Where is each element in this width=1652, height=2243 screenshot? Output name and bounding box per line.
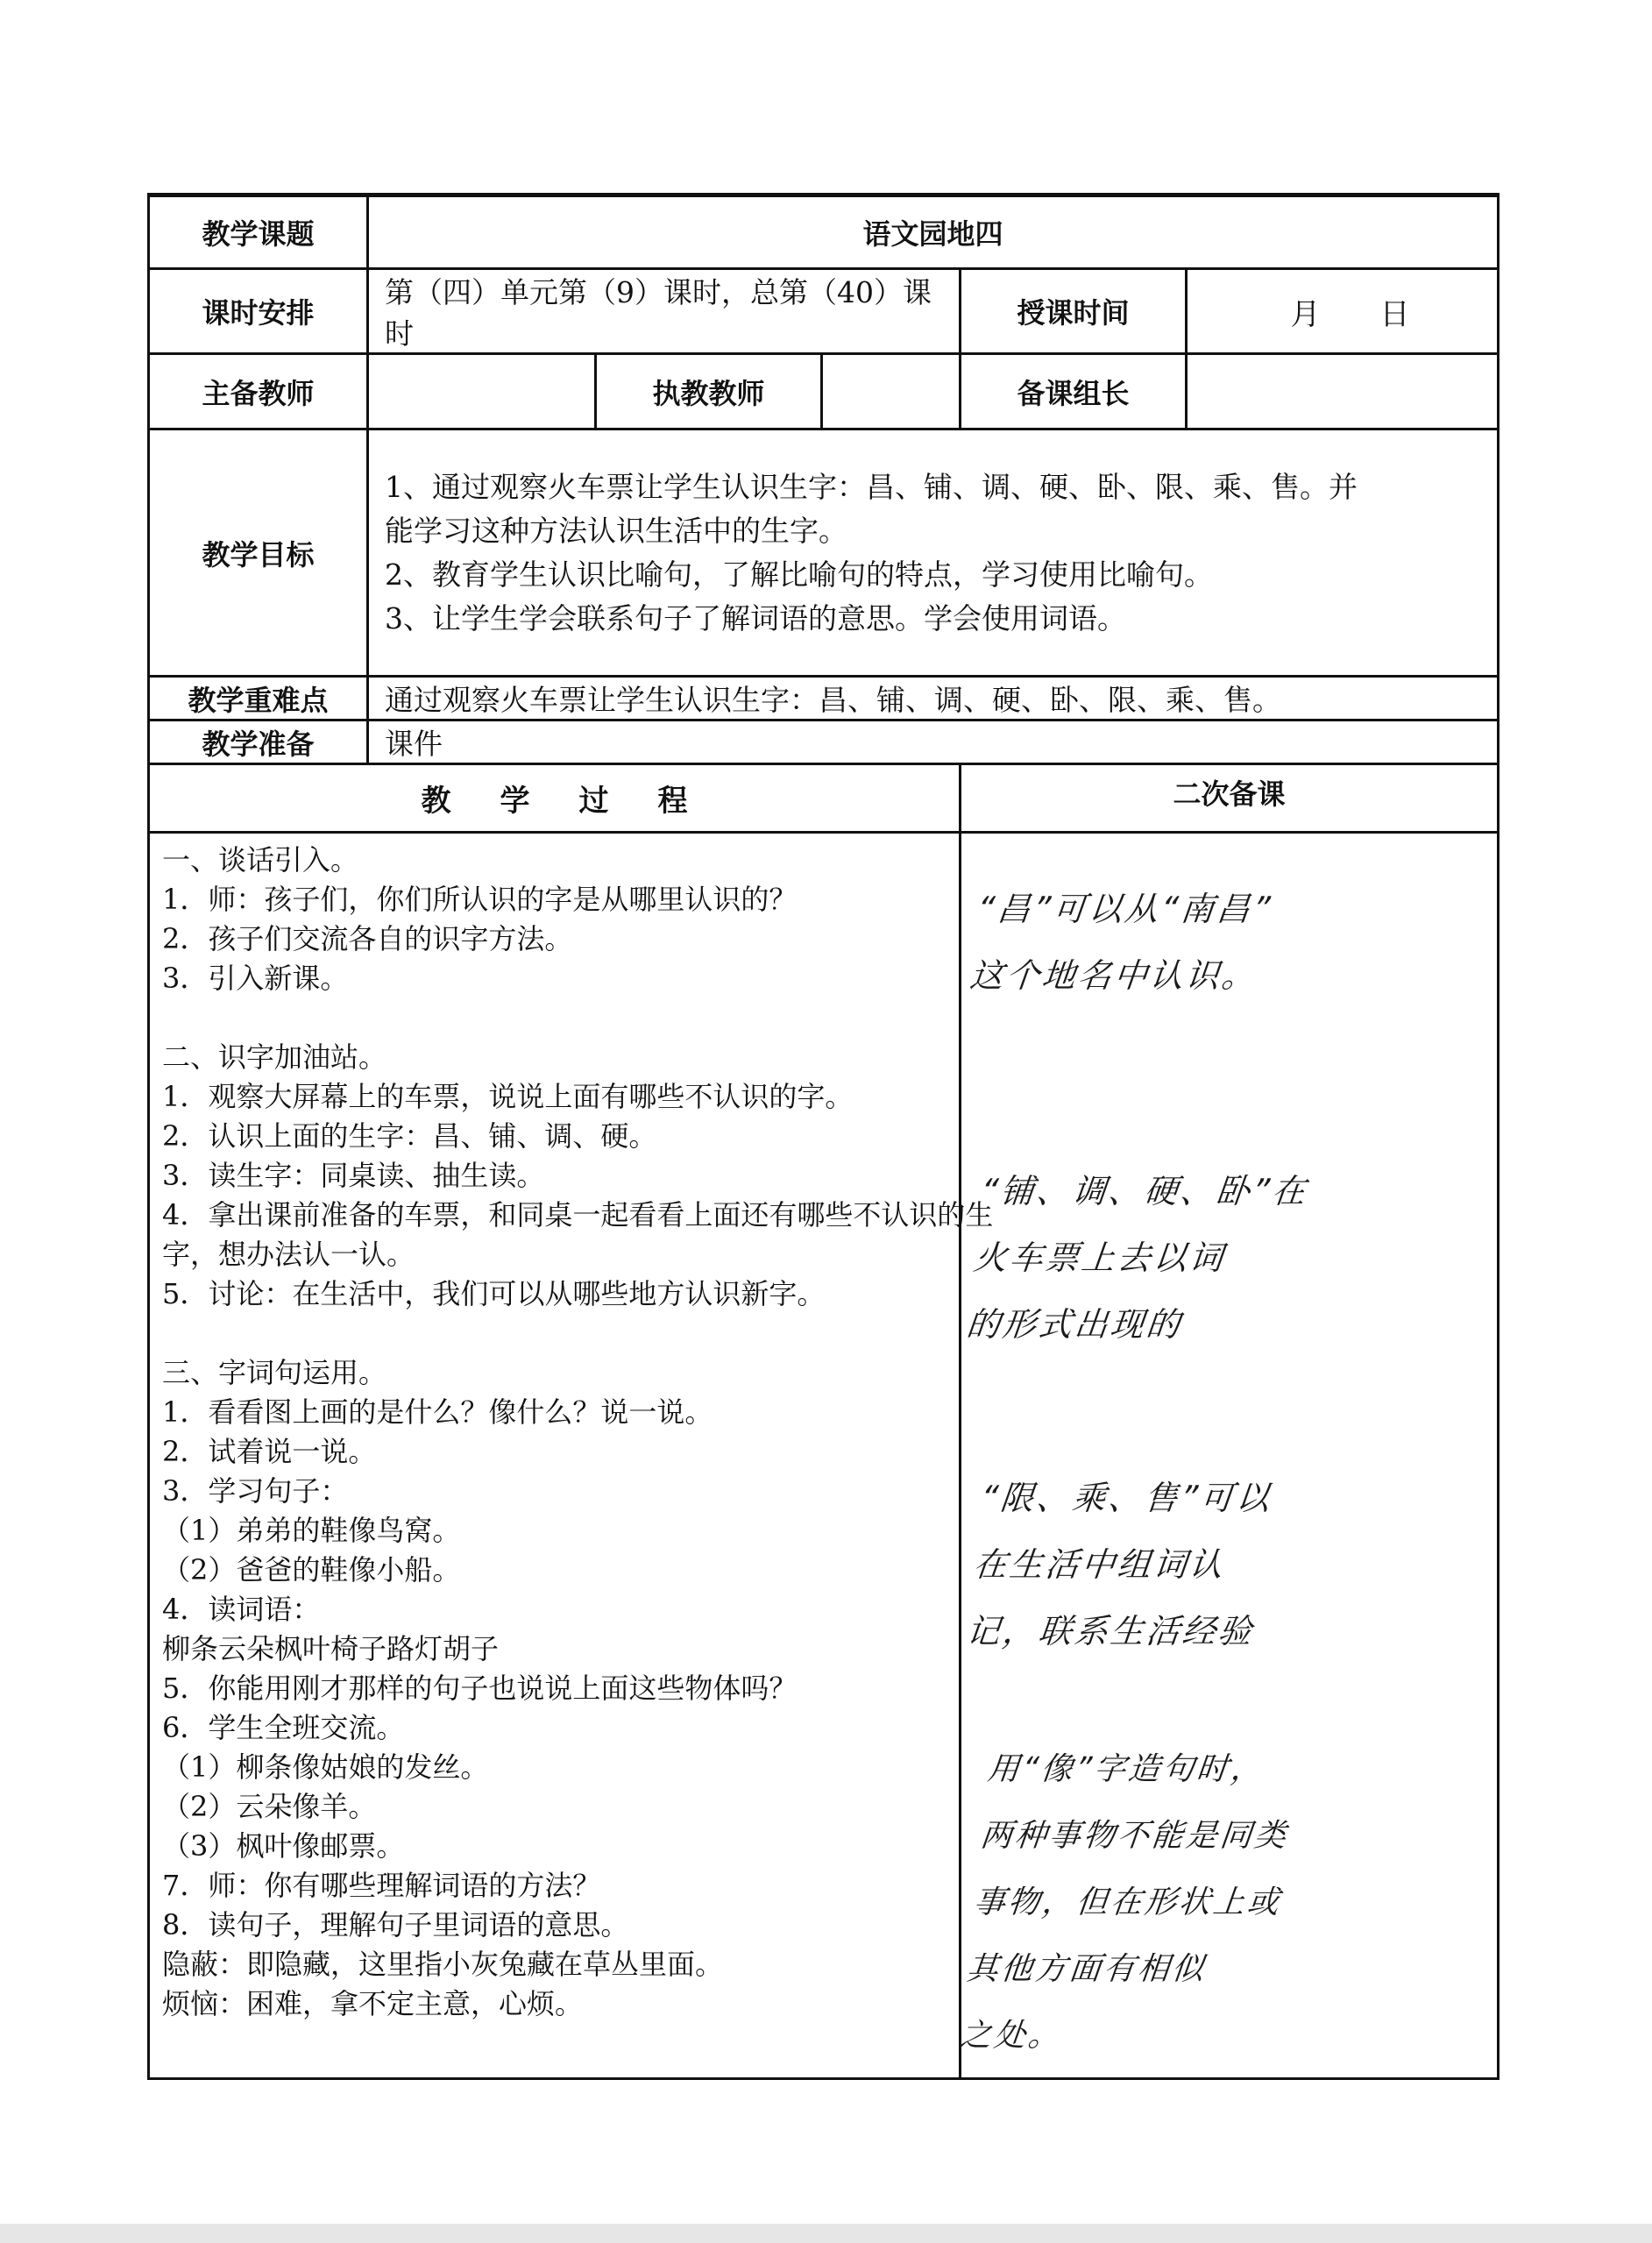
process-heading — [149, 764, 961, 833]
process-line: 1．观察大屏幕上的车票，说说上面有哪些不认识的字。 — [162, 1080, 854, 1113]
note-line: “昌”可以从“南昌” — [975, 890, 1275, 928]
group-leader-label: 备课组长 — [961, 354, 1187, 429]
note-line: 事物，但在形状上或 — [971, 1885, 1284, 1920]
row-process-body — [149, 833, 1499, 2079]
topic-value: 语文园地四 — [368, 195, 1499, 269]
process-line: 7．师：你有哪些理解词语的方法？ — [162, 1869, 601, 1902]
process-line: 4．拿出课前准备的车票，和同桌一起看看上面还有哪些不认识的生 — [162, 1198, 994, 1232]
row-goals — [149, 429, 1499, 677]
note-line: 这个地名中认识。 — [968, 956, 1260, 995]
process-body — [149, 833, 994, 2079]
process-line: 8．读句子，理解句子里词语的意思。 — [162, 1908, 629, 1941]
process-line: 3．学习句子： — [162, 1474, 349, 1508]
process-line: 1．看看图上画的是什么？像什么？说一说。 — [162, 1395, 713, 1429]
process-line: 一、谈话引入。 — [162, 843, 359, 877]
preparation-value: 课件 — [368, 720, 1499, 764]
note-line: “限、乘、售”可以 — [978, 1479, 1274, 1517]
row-process-header — [149, 764, 1499, 833]
process-line: 2．孩子们交流各自的识字方法。 — [162, 922, 573, 955]
scan-edge-shade — [0, 2224, 1652, 2243]
process-line: （3）枫叶像邮票。 — [162, 1829, 405, 1863]
preparation-label: 教学准备 — [149, 720, 368, 764]
goal-line: 1、通过观察火车票让学生认识生字：昌、铺、调、硬、卧、限、乘、售。并 — [385, 469, 1358, 504]
second-prep-notes — [957, 833, 1499, 2079]
key-points-label: 教学重难点 — [149, 677, 368, 720]
lead-teacher-value — [368, 354, 596, 429]
row-teachers — [149, 354, 1499, 429]
lesson-plan-table — [147, 193, 1500, 2080]
process-line: 6．学生全班交流。 — [162, 1711, 405, 1744]
process-line: 5．讨论：在生活中，我们可以从哪些地方认识新字。 — [162, 1277, 826, 1310]
process-heading-char: 教 — [421, 784, 451, 819]
blank-line — [162, 998, 950, 1038]
handwritten-note — [963, 1158, 1504, 1358]
goals-label: 教学目标 — [149, 429, 368, 677]
exec-teacher-value — [822, 354, 961, 429]
goal-line: 2、教育学生认识比喻句，了解比喻句的特点，学习使用比喻句。 — [385, 557, 1213, 592]
process-line: 4．读词语： — [162, 1593, 321, 1626]
second-prep-label: 二次备课 — [961, 764, 1499, 833]
handwritten-note — [963, 1465, 1504, 1665]
handwritten-note — [956, 1736, 1511, 2069]
process-line: 3．引入新课。 — [162, 962, 349, 995]
row-schedule — [149, 269, 1499, 354]
note-line: 其他方面有相似 — [964, 1951, 1209, 1987]
row-key-points — [149, 677, 1499, 720]
blank-line — [162, 1314, 950, 1353]
note-line: “铺、调、硬、卧”在 — [978, 1172, 1310, 1210]
process-line: 三、字词句运用。 — [162, 1356, 387, 1389]
schedule-label: 课时安排 — [149, 269, 368, 354]
process-line: 2．试着说一说。 — [162, 1435, 377, 1468]
process-line: （1）弟弟的鞋像鸟窝。 — [162, 1514, 461, 1547]
process-line: 1．师：孩子们，你们所认识的字是从哪里认识的？ — [162, 883, 798, 916]
process-line: 3．读生字：同桌读、抽生读。 — [162, 1159, 545, 1192]
goal-line: 3、让学生学会联系句子了解词语的意思。学会使用词语。 — [385, 600, 1126, 635]
note-line: 之处。 — [957, 2018, 1065, 2054]
lead-teacher-label: 主备教师 — [149, 354, 368, 429]
row-topic — [149, 195, 1499, 269]
group-leader-value — [1187, 354, 1499, 429]
process-line: 二、识字加油站。 — [162, 1040, 387, 1074]
schedule-value: 第（四）单元第（9）课时，总第（40）课时 — [368, 269, 961, 354]
note-line: 火车票上去以词 — [971, 1239, 1228, 1277]
process-heading-char: 程 — [657, 784, 688, 819]
key-points-value: 通过观察火车票让学生认识生字：昌、铺、调、硬、卧、限、乘、售。 — [368, 677, 1499, 720]
note-line: 的形式出现的 — [964, 1305, 1185, 1344]
goal-line: 能学习这种方法认识生活中的生字。 — [385, 513, 847, 548]
process-line: 字，想办法认一认。 — [162, 1238, 415, 1271]
time-label: 授课时间 — [961, 269, 1187, 354]
exec-teacher-label: 执教教师 — [596, 354, 822, 429]
process-heading-char: 学 — [500, 784, 530, 819]
note-line: 记，联系生活经验 — [964, 1612, 1257, 1650]
note-line: 两种事物不能是同类 — [978, 1818, 1291, 1854]
handwritten-note — [967, 876, 1500, 1009]
topic-label: 教学课题 — [149, 195, 368, 269]
process-line: 烦恼：困难，拿不定主意，心烦。 — [162, 1987, 584, 2020]
process-heading-char: 过 — [578, 784, 609, 819]
process-line: （1）柳条像姑娘的发丝。 — [162, 1750, 489, 1784]
process-line: （2）爸爸的鞋像小船。 — [162, 1553, 461, 1586]
process-line: 柳条云朵枫叶椅子路灯胡子 — [162, 1632, 500, 1665]
note-line: 在生活中组词认 — [971, 1545, 1228, 1584]
process-line: 2．认识上面的生字：昌、铺、调、硬。 — [162, 1119, 657, 1153]
process-line: （2）云朵像羊。 — [162, 1790, 377, 1823]
process-line: 5．你能用刚才那样的句子也说说上面这些物体吗？ — [162, 1672, 798, 1705]
goals-text — [368, 429, 1499, 677]
process-line: 隐蔽：即隐藏，这里指小灰兔藏在草丛里面。 — [162, 1948, 724, 1981]
time-value: 月 日 — [1187, 269, 1499, 354]
note-line: 用“像”字造句时， — [985, 1751, 1267, 1787]
row-preparation — [149, 720, 1499, 764]
